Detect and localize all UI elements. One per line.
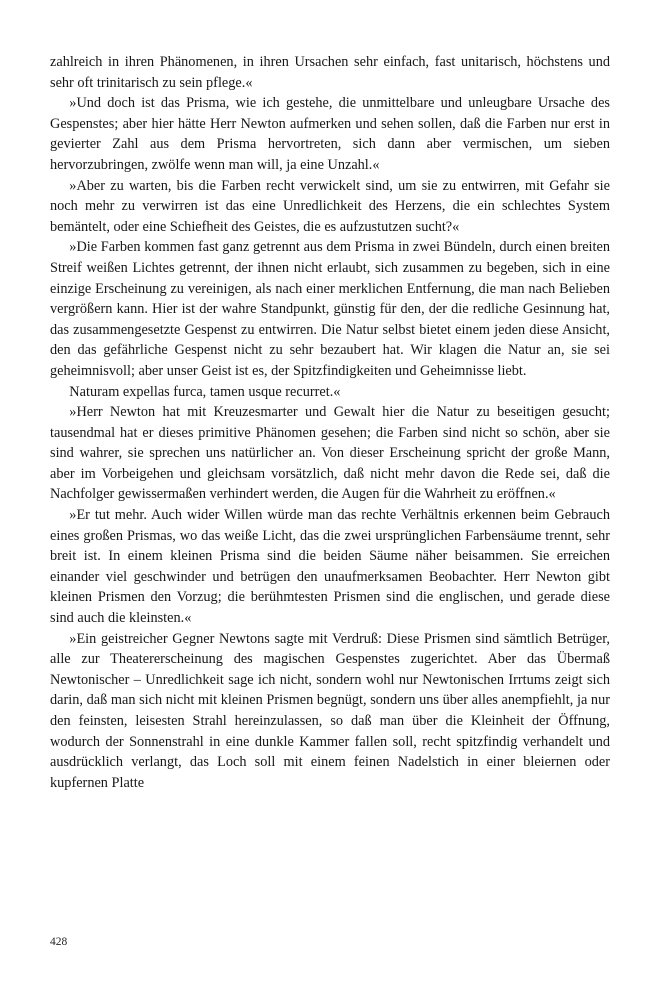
page-number: 428 <box>50 936 68 948</box>
paragraph: »Er tut mehr. Auch wider Willen würde man das rechte Verhältnis erkennen beim Gebrauch eines großen Prismas, wo das weiße Licht, das die zwei ursprünglichen Farbensäume trennt, sehr breit ist. In einem kleinen Prisma sind die beiden Säume näher beisammen. Sie erreichen einander viel geschwinder und betrügen den unaufmerksamen Beobachter. Herr Newton gibt kleinen Prismen den Vorzug; die berühmtesten Prismen sind die englischen, und gerade diese sind auch die kleinsten.« <box>50 507 610 627</box>
paragraph: »Und doch ist das Prisma, wie ich gestehe, die unmittelbare und unleugbare Ursache des Gespenstes; aber hier hätte Herr Newton aufmerken und sehen sollen, daß die Farben nur erst in gevierter Zahl aus dem Prisma hervortreten, sich dann aber vermischen, um sieben hervorzubringen, zwölfe wenn man will, ja eine Unzahl.« <box>50 95 610 173</box>
paragraph: »Die Farben kommen fast ganz getrennt aus dem Prisma in zwei Bündeln, durch einen breiten Streif weißen Lichtes getrennt, der ihnen nicht erlaubt, sich zusammen zu begeben, sich in eine einzige Erscheinung zu vereinigen, als nach einer merklichen Entfernung, die man nach Belieben vergrößern kann. Hier ist der wahre Standpunkt, günstig für den, der die redliche Gesinnung hat, das zusammengesetzte Gespenst zu entwirren. Die Natur selbst bietet einem jeden diese Ansicht, den das gefährliche Gespenst nicht zu sehr bezaubert hat. Wir klagen die Natur an, sie sei geheimnisvoll; aber unser Geist ist es, der Spitzfindigkeiten und Geheimnisse liebt. <box>50 239 610 379</box>
page-body <box>50 52 610 793</box>
paragraph: »Aber zu warten, bis die Farben recht verwickelt sind, um sie zu entwirren, mit Gefahr sie noch mehr zu verwirren ist das eine Unredlichkeit des Herzens, die ein schlechtes System bemäntelt, oder eine Schiefheit des Geistes, die es aufzustutzen sucht?« <box>50 177 610 235</box>
paragraph-latin-quote: Naturam expellas furca, tamen usque recurret.« <box>69 383 341 400</box>
paragraph: »Herr Newton hat mit Kreuzesmarter und Gewalt hier die Natur zu beseitigen gesucht; tausendmal hat er dieses primitive Phänomen gesehen; die Farben sind nicht so schön, aber sie sind wahrer, sie sprechen uns natürlicher an. Von dieser Erscheinung spricht der große Mann, aber im Vorbeigehen und gleichsam vorsätzlich, daß nicht mehr davon die Rede sei, daß die Nachfolger gewissermaßen verhindert werden, die Augen für die Wahrheit zu eröffnen.« <box>50 404 610 503</box>
paragraph: zahlreich in ihren Phänomenen, in ihren Ursachen sehr einfach, fast unitarisch, höchstens und sehr oft trinitarisch zu sein pflege.« <box>50 54 610 91</box>
paragraph: »Ein geistreicher Gegner Newtons sagte mit Verdruß: Diese Prismen sind sämtlich Betrüger, alle zur Theatererscheinung des magischen Gespenstes zugerichtet. Aber das Übermaß Newtonischer – Unredlichkeit sage ich nicht, sondern wohl nur Newtonischen Irrtums zeigt sich darin, daß man sich nicht mit kleinen Prismen begnügt, sondern uns über alles anempfiehlt, ja nur den feinsten, leisesten Strahl hereinzulassen, so daß man über die Kleinheit der Öffnung, wodurch der Sonnenstrahl in eine dunkle Kammer fallen soll, recht spitzfindig verhandelt und ausdrücklich verlangt, das Loch soll mit einem feinen Nadelstich in einer bleiernen oder kupfernen Platte <box>50 630 610 791</box>
